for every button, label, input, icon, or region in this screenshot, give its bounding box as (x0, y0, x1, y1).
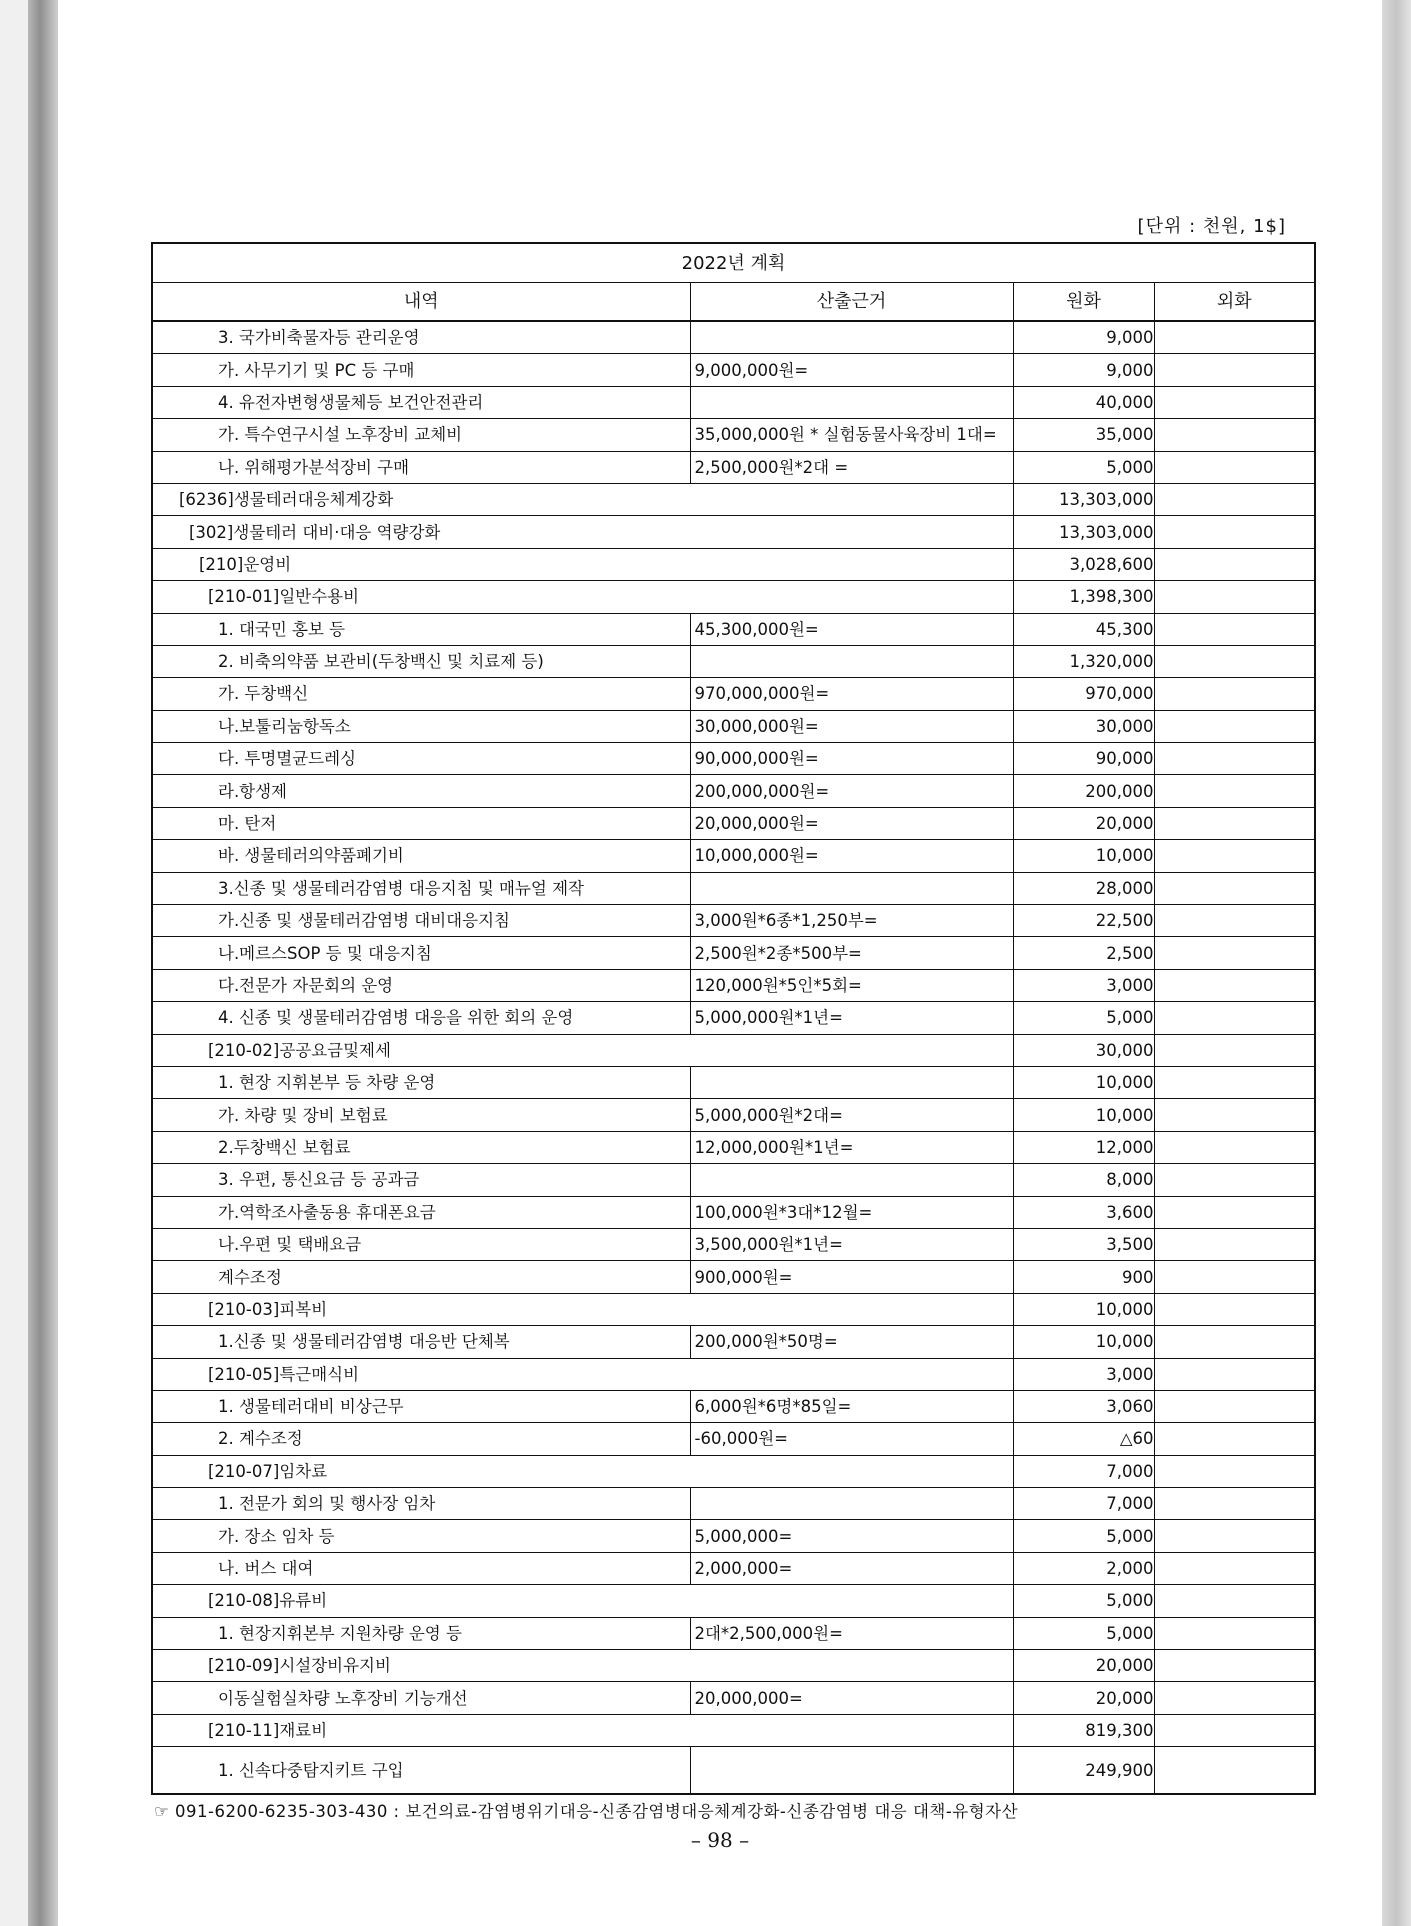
table-row (152, 1358, 1315, 1390)
row-basis (690, 1066, 1013, 1098)
row-krw: 819,300 (1013, 1714, 1154, 1746)
row-foreign (1154, 1455, 1315, 1487)
row-foreign (1154, 1423, 1315, 1455)
row-item: 4. 유전자변형생물체등 보건안전관리 (152, 386, 690, 418)
row-foreign (1154, 1682, 1315, 1714)
row-foreign (1154, 1261, 1315, 1293)
row-basis (690, 386, 1013, 418)
row-basis: 200,000원*50명= (690, 1326, 1013, 1358)
table-row (152, 1034, 1315, 1066)
table-row (152, 419, 1315, 451)
table-row (152, 1002, 1315, 1034)
row-basis (690, 872, 1013, 904)
row-item: 나.우편 및 택배요금 (152, 1228, 690, 1260)
column-header-foreign: 외화 (1154, 283, 1315, 322)
table-row (152, 581, 1315, 613)
table-row (152, 1326, 1315, 1358)
row-basis: 5,000,000원*1년= (690, 1002, 1013, 1034)
row-foreign (1154, 775, 1315, 807)
row-krw: 7,000 (1013, 1488, 1154, 1520)
row-basis: 10,000,000원= (690, 840, 1013, 872)
row-krw: 200,000 (1013, 775, 1154, 807)
table-row (152, 1520, 1315, 1552)
row-krw: 13,303,000 (1013, 483, 1154, 515)
row-item: [210-07]임차료 (152, 1455, 1013, 1487)
row-item: 가. 특수연구시설 노후장비 교체비 (152, 419, 690, 451)
row-krw: 3,060 (1013, 1390, 1154, 1422)
column-header-basis: 산출근거 (690, 283, 1013, 322)
table-row (152, 840, 1315, 872)
row-foreign (1154, 743, 1315, 775)
row-item: 1. 대국민 홍보 등 (152, 613, 690, 645)
row-krw: 12,000 (1013, 1131, 1154, 1163)
table-row (152, 1552, 1315, 1584)
row-item: 마. 탄저 (152, 807, 690, 839)
table-row (152, 516, 1315, 548)
row-basis: 120,000원*5인*5회= (690, 969, 1013, 1001)
row-krw: 13,303,000 (1013, 516, 1154, 548)
row-basis: 90,000,000원= (690, 743, 1013, 775)
row-basis (690, 1747, 1013, 1795)
row-item: 1. 현장 지휘본부 등 차량 운영 (152, 1066, 690, 1098)
row-basis: 900,000원= (690, 1261, 1013, 1293)
row-krw: 90,000 (1013, 743, 1154, 775)
row-item: 3. 국가비축물자등 관리운영 (152, 321, 690, 354)
row-krw: 10,000 (1013, 1066, 1154, 1098)
table-row (152, 775, 1315, 807)
row-foreign (1154, 1520, 1315, 1552)
table-row (152, 1650, 1315, 1682)
row-item: 이동실험실차량 노후장비 기능개선 (152, 1682, 690, 1714)
row-item: [210-09]시설장비유지비 (152, 1650, 1013, 1682)
table-row (152, 1099, 1315, 1131)
row-basis: 2대*2,500,000원= (690, 1617, 1013, 1649)
row-foreign (1154, 1099, 1315, 1131)
row-basis: 2,500원*2종*500부= (690, 937, 1013, 969)
row-krw: 5,000 (1013, 451, 1154, 483)
row-foreign (1154, 872, 1315, 904)
row-item: 1. 전문가 회의 및 행사장 임차 (152, 1488, 690, 1520)
row-basis: 200,000,000원= (690, 775, 1013, 807)
table-row (152, 1293, 1315, 1325)
row-krw: 3,000 (1013, 1358, 1154, 1390)
column-header-krw: 원화 (1013, 283, 1154, 322)
row-item: [210-02]공공요금및제세 (152, 1034, 1013, 1066)
row-item: 바. 생물테러의약품폐기비 (152, 840, 690, 872)
row-krw: 9,000 (1013, 354, 1154, 386)
row-item: [210-01]일반수용비 (152, 581, 1013, 613)
row-item: 3.신종 및 생물테러감염병 대응지침 및 매뉴얼 제작 (152, 872, 690, 904)
row-basis: 2,500,000원*2대 = (690, 451, 1013, 483)
row-foreign (1154, 483, 1315, 515)
table-row (152, 1488, 1315, 1520)
row-foreign (1154, 354, 1315, 386)
row-foreign (1154, 386, 1315, 418)
row-krw: 35,000 (1013, 419, 1154, 451)
row-krw: 3,028,600 (1013, 548, 1154, 580)
table-row (152, 969, 1315, 1001)
row-krw: 10,000 (1013, 1099, 1154, 1131)
table-row (152, 905, 1315, 937)
table-body (152, 321, 1315, 1794)
row-foreign (1154, 1358, 1315, 1390)
row-item: [210-08]유류비 (152, 1585, 1013, 1617)
row-item: 나. 버스 대여 (152, 1552, 690, 1584)
row-item: 가. 두창백신 (152, 678, 690, 710)
table-row (152, 872, 1315, 904)
row-krw: 10,000 (1013, 1293, 1154, 1325)
row-krw: 40,000 (1013, 386, 1154, 418)
row-krw: 28,000 (1013, 872, 1154, 904)
row-krw: 20,000 (1013, 1682, 1154, 1714)
row-basis: 45,300,000원= (690, 613, 1013, 645)
table-row (152, 678, 1315, 710)
row-item: 2. 계수조정 (152, 1423, 690, 1455)
row-foreign (1154, 1131, 1315, 1163)
row-krw: 30,000 (1013, 710, 1154, 742)
row-foreign (1154, 1002, 1315, 1034)
budget-table (151, 242, 1316, 1795)
row-krw: 3,000 (1013, 969, 1154, 1001)
table-row (152, 1164, 1315, 1196)
row-foreign (1154, 581, 1315, 613)
row-krw: 1,320,000 (1013, 645, 1154, 677)
row-foreign (1154, 1617, 1315, 1649)
row-item: 라.항생제 (152, 775, 690, 807)
row-krw: 3,500 (1013, 1228, 1154, 1260)
row-basis: 3,000원*6종*1,250부= (690, 905, 1013, 937)
row-item: 4. 신종 및 생물테러감염병 대응을 위한 회의 운영 (152, 1002, 690, 1034)
row-item: [210-11]재료비 (152, 1714, 1013, 1746)
unit-note: [단위 : 천원, 1$] (1137, 216, 1286, 237)
row-foreign (1154, 1747, 1315, 1795)
row-basis: 12,000,000원*1년= (690, 1131, 1013, 1163)
row-item: 2. 비축의약품 보관비(두창백신 및 치료제 등) (152, 645, 690, 677)
column-header-item: 내역 (152, 283, 690, 322)
table-row (152, 1066, 1315, 1098)
table-row (152, 645, 1315, 677)
row-foreign (1154, 1714, 1315, 1746)
row-krw: 970,000 (1013, 678, 1154, 710)
table-row (152, 1390, 1315, 1422)
row-item: 1. 생물테러대비 비상근무 (152, 1390, 690, 1422)
row-item: 다.전문가 자문회의 운영 (152, 969, 690, 1001)
row-item: [210]운영비 (152, 548, 1013, 580)
row-krw: 3,600 (1013, 1196, 1154, 1228)
row-item: 나.메르스SOP 등 및 대응지침 (152, 937, 690, 969)
row-item: [6236]생물테러대응체계강화 (152, 483, 1013, 515)
row-basis: 3,500,000원*1년= (690, 1228, 1013, 1260)
row-krw: 30,000 (1013, 1034, 1154, 1066)
row-item: 나.보툴리눔항독소 (152, 710, 690, 742)
row-krw: 5,000 (1013, 1585, 1154, 1617)
table-row (152, 548, 1315, 580)
row-foreign (1154, 1650, 1315, 1682)
row-item: 1. 신속다중탐지키트 구입 (152, 1747, 690, 1795)
row-foreign (1154, 1164, 1315, 1196)
table-row (152, 1747, 1315, 1795)
row-basis: 20,000,000원= (690, 807, 1013, 839)
row-krw: 10,000 (1013, 840, 1154, 872)
table-row (152, 321, 1315, 354)
plan-header: 2022년 계획 (152, 243, 1315, 283)
row-item: 2.두창백신 보험료 (152, 1131, 690, 1163)
row-basis: 35,000,000원 * 실험동물사육장비 1대= (690, 419, 1013, 451)
table-row (152, 807, 1315, 839)
row-item: 1.신종 및 생물테러감염병 대응반 단체복 (152, 1326, 690, 1358)
row-foreign (1154, 1066, 1315, 1098)
table-row (152, 710, 1315, 742)
row-foreign (1154, 807, 1315, 839)
row-item: 다. 투명멸균드레싱 (152, 743, 690, 775)
table-row (152, 1455, 1315, 1487)
row-foreign (1154, 678, 1315, 710)
page-number: – 98 – (690, 1828, 750, 1852)
row-foreign (1154, 1034, 1315, 1066)
row-basis: 5,000,000원*2대= (690, 1099, 1013, 1131)
row-item: 3. 우편, 통신요금 등 공과금 (152, 1164, 690, 1196)
row-foreign (1154, 937, 1315, 969)
row-basis: 30,000,000원= (690, 710, 1013, 742)
row-basis: 6,000원*6명*85일= (690, 1390, 1013, 1422)
row-basis: 100,000원*3대*12월= (690, 1196, 1013, 1228)
table-row (152, 1228, 1315, 1260)
row-krw: 45,300 (1013, 613, 1154, 645)
row-basis (690, 645, 1013, 677)
row-foreign (1154, 969, 1315, 1001)
row-foreign (1154, 1585, 1315, 1617)
row-krw: 2,500 (1013, 937, 1154, 969)
row-item: [302]생물테러 대비·대응 역량강화 (152, 516, 1013, 548)
row-krw: 5,000 (1013, 1520, 1154, 1552)
table-row (152, 1261, 1315, 1293)
row-basis: 20,000,000= (690, 1682, 1013, 1714)
row-foreign (1154, 645, 1315, 677)
row-krw: 2,000 (1013, 1552, 1154, 1584)
footnote: ☞ 091-6200-6235-303-430 : 보건의료-감염병위기대응-신종감염병대응체계강화-신종감염병 대응 대책-유형자산 (154, 1802, 1019, 1821)
row-item: 나. 위해평가분석장비 구매 (152, 451, 690, 483)
row-krw: 1,398,300 (1013, 581, 1154, 613)
row-basis (690, 1164, 1013, 1196)
row-foreign (1154, 516, 1315, 548)
row-foreign (1154, 1488, 1315, 1520)
table-row (152, 483, 1315, 515)
row-krw: 7,000 (1013, 1455, 1154, 1487)
row-basis: -60,000원= (690, 1423, 1013, 1455)
row-foreign (1154, 321, 1315, 354)
row-foreign (1154, 905, 1315, 937)
table-row (152, 1585, 1315, 1617)
row-krw: 10,000 (1013, 1326, 1154, 1358)
row-item: [210-05]특근매식비 (152, 1358, 1013, 1390)
page-stack-edge-left (0, 0, 58, 1926)
table-row (152, 451, 1315, 483)
row-krw: 9,000 (1013, 321, 1154, 354)
row-krw: 249,900 (1013, 1747, 1154, 1795)
page-stack-edge-right (1382, 0, 1411, 1926)
row-basis: 2,000,000= (690, 1552, 1013, 1584)
row-foreign (1154, 840, 1315, 872)
table-row (152, 1131, 1315, 1163)
table-row (152, 613, 1315, 645)
table-row (152, 1617, 1315, 1649)
row-foreign (1154, 1293, 1315, 1325)
row-krw: 20,000 (1013, 1650, 1154, 1682)
row-krw: 900 (1013, 1261, 1154, 1293)
row-item: 가.신종 및 생물테러감염병 대비대응지침 (152, 905, 690, 937)
row-foreign (1154, 613, 1315, 645)
row-krw: 8,000 (1013, 1164, 1154, 1196)
table-row (152, 386, 1315, 418)
row-item: [210-03]피복비 (152, 1293, 1013, 1325)
row-foreign (1154, 548, 1315, 580)
row-foreign (1154, 1228, 1315, 1260)
row-item: 가. 사무기기 및 PC 등 구매 (152, 354, 690, 386)
row-krw: 20,000 (1013, 807, 1154, 839)
row-item: 가. 장소 임차 등 (152, 1520, 690, 1552)
row-basis: 970,000,000원= (690, 678, 1013, 710)
document-page (58, 0, 1382, 1926)
table-row (152, 354, 1315, 386)
row-basis (690, 1488, 1013, 1520)
row-krw: △60 (1013, 1423, 1154, 1455)
row-krw: 5,000 (1013, 1617, 1154, 1649)
row-foreign (1154, 1390, 1315, 1422)
table-row (152, 1196, 1315, 1228)
row-basis: 9,000,000원= (690, 354, 1013, 386)
table-row (152, 1682, 1315, 1714)
row-foreign (1154, 710, 1315, 742)
table-row (152, 1423, 1315, 1455)
table-row (152, 1714, 1315, 1746)
table-row (152, 937, 1315, 969)
row-basis (690, 321, 1013, 354)
row-item: 1. 현장지휘본부 지원차량 운영 등 (152, 1617, 690, 1649)
row-foreign (1154, 1552, 1315, 1584)
row-item: 가. 차량 및 장비 보험료 (152, 1099, 690, 1131)
row-foreign (1154, 419, 1315, 451)
row-krw: 5,000 (1013, 1002, 1154, 1034)
row-krw: 22,500 (1013, 905, 1154, 937)
row-item: 계수조정 (152, 1261, 690, 1293)
row-foreign (1154, 1196, 1315, 1228)
row-item: 가.역학조사출동용 휴대폰요금 (152, 1196, 690, 1228)
row-foreign (1154, 451, 1315, 483)
row-basis: 5,000,000= (690, 1520, 1013, 1552)
table-row (152, 743, 1315, 775)
row-foreign (1154, 1326, 1315, 1358)
